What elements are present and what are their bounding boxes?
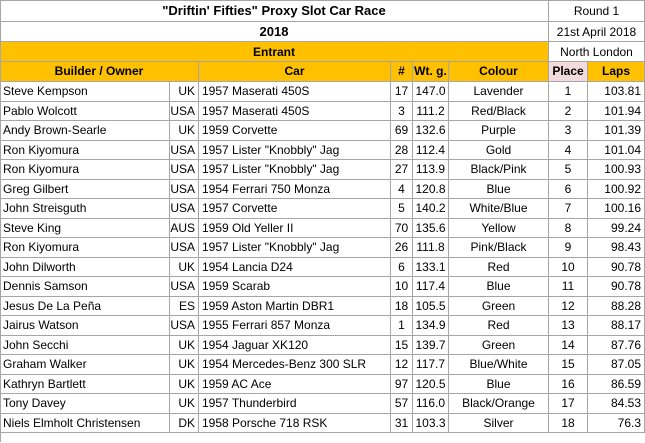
cell-country[interactable]: UK (170, 258, 199, 278)
cell-place[interactable]: 6 (549, 180, 588, 200)
cell-colour[interactable]: Red (449, 316, 549, 336)
cell-owner[interactable]: Ron Kiyomura (0, 141, 170, 161)
cell-place[interactable]: 8 (549, 219, 588, 239)
cell-weight[interactable]: 103.3 (413, 414, 449, 434)
cell-car[interactable]: 1957 Lister "Knobbly" Jag (199, 141, 391, 161)
cell-number[interactable]: 28 (391, 141, 413, 161)
col-header-place[interactable]: Place (549, 62, 588, 82)
cell-place[interactable]: 16 (549, 375, 588, 395)
cell-country[interactable]: USA (170, 102, 199, 122)
cell-country[interactable]: USA (170, 141, 199, 161)
cell-colour[interactable]: Green (449, 297, 549, 317)
cell-number[interactable]: 3 (391, 102, 413, 122)
cell-owner[interactable]: Greg Gilbert (0, 180, 170, 200)
cell-owner[interactable]: Tony Davey (0, 394, 170, 414)
cell-country[interactable]: UK (170, 375, 199, 395)
cell-number[interactable]: 5 (391, 199, 413, 219)
cell-country[interactable]: UK (170, 394, 199, 414)
cell-laps[interactable]: 100.16 (588, 199, 645, 219)
col-header-owner[interactable]: Builder / Owner (0, 62, 199, 82)
cell-weight[interactable]: 133.1 (413, 258, 449, 278)
cell-country[interactable]: USA (170, 238, 199, 258)
cell-country[interactable]: UK (170, 355, 199, 375)
cell-colour[interactable]: Black/Pink (449, 160, 549, 180)
cell-weight[interactable]: 120.8 (413, 180, 449, 200)
cell-weight[interactable]: 134.9 (413, 316, 449, 336)
cell-car[interactable]: 1957 Maserati 450S (199, 82, 391, 102)
cell-owner[interactable]: Niels Elmholt Christensen (0, 414, 170, 434)
cell-country[interactable]: ES (170, 297, 199, 317)
cell-car[interactable]: 1954 Lancia D24 (199, 258, 391, 278)
cell-laps[interactable]: 99.24 (588, 219, 645, 239)
cell-laps[interactable]: 98.43 (588, 238, 645, 258)
cell-owner[interactable]: Jesus De La Peña (0, 297, 170, 317)
cell-place[interactable]: 11 (549, 277, 588, 297)
cell-laps[interactable]: 86.59 (588, 375, 645, 395)
cell-laps[interactable]: 100.93 (588, 160, 645, 180)
cell-country[interactable]: USA (170, 316, 199, 336)
cell-car[interactable]: 1957 Maserati 450S (199, 102, 391, 122)
cell-country[interactable]: USA (170, 277, 199, 297)
cell-car[interactable]: 1959 Old Yeller II (199, 219, 391, 239)
cell-place[interactable]: 9 (549, 238, 588, 258)
cell-colour[interactable]: Blue (449, 277, 549, 297)
cell-car[interactable]: 1958 Porsche 718 RSK (199, 414, 391, 434)
cell-place[interactable]: 3 (549, 121, 588, 141)
cell-place[interactable]: 13 (549, 316, 588, 336)
cell-owner[interactable]: John Streisguth (0, 199, 170, 219)
cell-owner[interactable]: John Dilworth (0, 258, 170, 278)
cell-country[interactable]: DK (170, 414, 199, 434)
cell-colour[interactable]: Blue/White (449, 355, 549, 375)
cell-number[interactable]: 97 (391, 375, 413, 395)
race-year[interactable]: 2018 (0, 22, 549, 42)
col-header-car[interactable]: Car (199, 62, 391, 82)
cell-owner[interactable]: Andy Brown-Searle (0, 121, 170, 141)
cell-place[interactable]: 2 (549, 102, 588, 122)
cell-number[interactable]: 10 (391, 277, 413, 297)
cell-country[interactable]: USA (170, 160, 199, 180)
cell-place[interactable]: 1 (549, 82, 588, 102)
cell-weight[interactable]: 132.6 (413, 121, 449, 141)
cell-laps[interactable]: 88.17 (588, 316, 645, 336)
cell-car[interactable]: 1957 Lister "Knobbly" Jag (199, 238, 391, 258)
cell-car[interactable]: 1954 Jaguar XK120 (199, 336, 391, 356)
cell-weight[interactable]: 112.4 (413, 141, 449, 161)
cell-weight[interactable]: 117.7 (413, 355, 449, 375)
cell-number[interactable]: 26 (391, 238, 413, 258)
round-label[interactable]: Round 1 (549, 0, 645, 22)
race-location[interactable]: North London (549, 42, 645, 62)
col-header-number[interactable]: # (391, 62, 413, 82)
cell-colour[interactable]: Green (449, 336, 549, 356)
cell-country[interactable]: USA (170, 180, 199, 200)
cell-laps[interactable]: 84.53 (588, 394, 645, 414)
cell-country[interactable]: UK (170, 336, 199, 356)
cell-number[interactable]: 57 (391, 394, 413, 414)
cell-car[interactable]: 1957 Corvette (199, 199, 391, 219)
cell-colour[interactable]: Purple (449, 121, 549, 141)
cell-weight[interactable]: 120.5 (413, 375, 449, 395)
cell-number[interactable]: 70 (391, 219, 413, 239)
cell-owner[interactable]: Steve King (0, 219, 170, 239)
cell-colour[interactable]: Pink/Black (449, 238, 549, 258)
cell-laps[interactable]: 101.04 (588, 141, 645, 161)
cell-laps[interactable]: 103.81 (588, 82, 645, 102)
cell-weight[interactable]: 116.0 (413, 394, 449, 414)
cell-colour[interactable]: Blue (449, 180, 549, 200)
cell-number[interactable]: 69 (391, 121, 413, 141)
cell-country[interactable]: AUS (170, 219, 199, 239)
race-title[interactable]: "Driftin' Fifties" Proxy Slot Car Race (0, 0, 549, 22)
cell-car[interactable]: 1954 Ferrari 750 Monza (199, 180, 391, 200)
cell-place[interactable]: 7 (549, 199, 588, 219)
cell-owner[interactable]: Graham Walker (0, 355, 170, 375)
cell-laps[interactable]: 101.39 (588, 121, 645, 141)
race-date[interactable]: 21st April 2018 (549, 22, 645, 42)
cell-weight[interactable]: 147.0 (413, 82, 449, 102)
cell-place[interactable]: 4 (549, 141, 588, 161)
cell-country[interactable]: UK (170, 121, 199, 141)
col-header-weight[interactable]: Wt. g. (413, 62, 449, 82)
cell-colour[interactable]: Black/Orange (449, 394, 549, 414)
cell-place[interactable]: 17 (549, 394, 588, 414)
cell-place[interactable]: 14 (549, 336, 588, 356)
cell-car[interactable]: 1959 Corvette (199, 121, 391, 141)
cell-owner[interactable]: Jairus Watson (0, 316, 170, 336)
cell-owner[interactable]: Dennis Samson (0, 277, 170, 297)
cell-colour[interactable]: White/Blue (449, 199, 549, 219)
cell-car[interactable]: 1955 Ferrari 857 Monza (199, 316, 391, 336)
cell-laps[interactable]: 90.78 (588, 258, 645, 278)
cell-car[interactable]: 1959 Scarab (199, 277, 391, 297)
cell-place[interactable]: 10 (549, 258, 588, 278)
cell-weight[interactable]: 117.4 (413, 277, 449, 297)
cell-laps[interactable]: 87.76 (588, 336, 645, 356)
cell-number[interactable]: 15 (391, 336, 413, 356)
cell-laps[interactable]: 88.28 (588, 297, 645, 317)
cell-colour[interactable]: Yellow (449, 219, 549, 239)
cell-car[interactable]: 1959 AC Ace (199, 375, 391, 395)
cell-colour[interactable]: Gold (449, 141, 549, 161)
cell-number[interactable]: 31 (391, 414, 413, 434)
cell-number[interactable]: 27 (391, 160, 413, 180)
cell-number[interactable]: 17 (391, 82, 413, 102)
cell-owner[interactable]: Kathryn Bartlett (0, 375, 170, 395)
cell-weight[interactable]: 111.2 (413, 102, 449, 122)
cell-number[interactable]: 6 (391, 258, 413, 278)
cell-owner[interactable]: Ron Kiyomura (0, 160, 170, 180)
cell-weight[interactable]: 135.6 (413, 219, 449, 239)
cell-car[interactable]: 1954 Mercedes-Benz 300 SLR (199, 355, 391, 375)
cell-country[interactable]: USA (170, 199, 199, 219)
col-header-laps[interactable]: Laps (588, 62, 645, 82)
cell-colour[interactable]: Red (449, 258, 549, 278)
cell-number[interactable]: 4 (391, 180, 413, 200)
cell-owner[interactable]: Pablo Wolcott (0, 102, 170, 122)
cell-laps[interactable]: 100.92 (588, 180, 645, 200)
cell-weight[interactable]: 111.8 (413, 238, 449, 258)
cell-laps[interactable]: 87.05 (588, 355, 645, 375)
cell-place[interactable]: 15 (549, 355, 588, 375)
cell-laps[interactable]: 76.3 (588, 414, 645, 434)
cell-colour[interactable]: Lavender (449, 82, 549, 102)
cell-owner[interactable]: Steve Kempson (0, 82, 170, 102)
cell-car[interactable]: 1957 Lister "Knobbly" Jag (199, 160, 391, 180)
cell-place[interactable]: 18 (549, 414, 588, 434)
col-header-colour[interactable]: Colour (449, 62, 549, 82)
cell-colour[interactable]: Red/Black (449, 102, 549, 122)
cell-weight[interactable]: 140.2 (413, 199, 449, 219)
cell-weight[interactable]: 105.5 (413, 297, 449, 317)
cell-laps[interactable]: 90.78 (588, 277, 645, 297)
cell-car[interactable]: 1959 Aston Martin DBR1 (199, 297, 391, 317)
entrant-header[interactable]: Entrant (0, 42, 549, 62)
cell-weight[interactable]: 113.9 (413, 160, 449, 180)
cell-place[interactable]: 12 (549, 297, 588, 317)
cell-colour[interactable]: Silver (449, 414, 549, 434)
cell-number[interactable]: 1 (391, 316, 413, 336)
cell-number[interactable]: 12 (391, 355, 413, 375)
cell-car[interactable]: 1957 Thunderbird (199, 394, 391, 414)
cell-country[interactable]: UK (170, 82, 199, 102)
cell-colour[interactable]: Blue (449, 375, 549, 395)
cell-place[interactable]: 5 (549, 160, 588, 180)
cell-weight[interactable]: 139.7 (413, 336, 449, 356)
cell-owner[interactable]: Ron Kiyomura (0, 238, 170, 258)
cell-number[interactable]: 18 (391, 297, 413, 317)
cell-owner[interactable]: John Secchi (0, 336, 170, 356)
cell-laps[interactable]: 101.94 (588, 102, 645, 122)
